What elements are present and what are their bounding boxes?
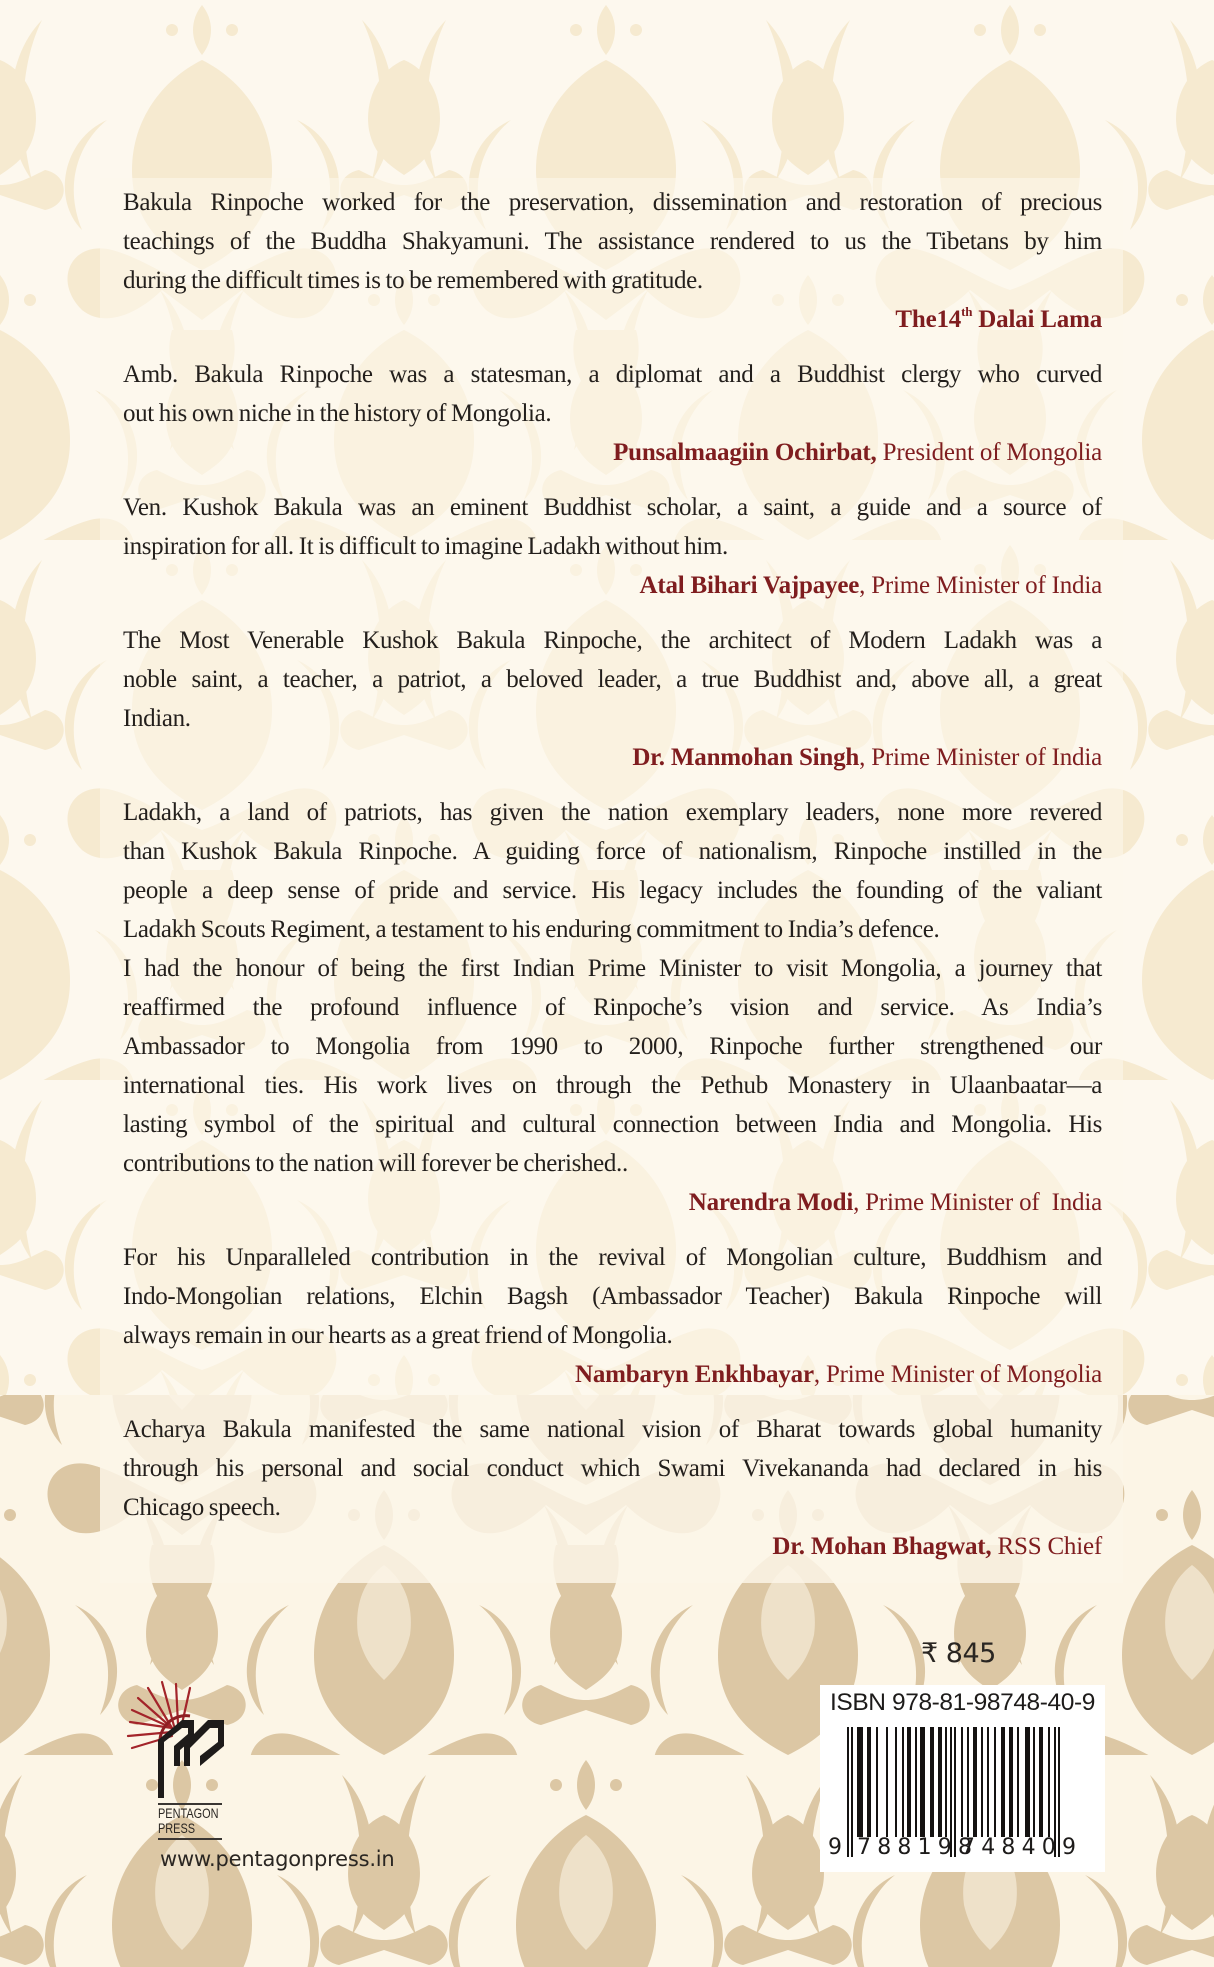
quote-line: I had the honour of being the first Indian Prime Minister to visit Mongolia, a journey that <box>123 955 1102 982</box>
attribution-title: , Prime Minister of India <box>859 572 1102 599</box>
quote-line: during the difficult times is to be remembered with gratitude. <box>123 267 703 294</box>
attribution-name: Punsalmaagiin Ochirbat, <box>613 439 877 466</box>
quote-line: through his personal and social conduct which Swami Vivekananda had declared in his <box>123 1455 1102 1482</box>
attribution <box>123 433 1102 472</box>
quote-line: The Most Venerable Kushok Bakula Rinpoche, the architect of Modern Ladakh was a <box>123 627 1102 654</box>
publisher-name <box>158 1806 218 1836</box>
quote-line: Ven. Kushok Bakula was an eminent Buddhist scholar, a saint, a guide and a source of <box>123 494 1102 521</box>
quote-line: international ties. His work lives on through the Pethub Monastery in Ulaanbaatar—a <box>123 1072 1102 1099</box>
testimonial-manmohan-singh <box>123 621 1102 777</box>
quote-line: Ladakh, a land of patriots, has given the nation exemplary leaders, none more revered <box>123 799 1102 826</box>
quote-line: Amb. Bakula Rinpoche was a statesman, a diplomat and a Buddhist clergy who curved <box>123 361 1102 388</box>
isbn-barcode-box <box>820 1685 1105 1872</box>
attribution <box>123 738 1102 777</box>
quote-line: than Kushok Bakula Rinpoche. A guiding force of nationalism, Rinpoche instilled in the <box>123 838 1102 865</box>
attribution-title: , Prime Minister of India <box>853 1189 1102 1216</box>
quote-line: people a deep sense of pride and service. His legacy includes the founding of the valiant <box>123 877 1102 904</box>
quote-line: contributions to the nation will forever be cherished.. <box>123 1150 628 1177</box>
quote-line: reaffirmed the profound influence of Rinpoche’s vision and service. As India’s <box>123 994 1102 1021</box>
ean-right-group: 748409 <box>961 1835 1083 1860</box>
attribution-name: The14 <box>895 306 962 333</box>
attribution-title: , Prime Minister of India <box>859 744 1102 771</box>
publisher-name-line2: PRESS <box>158 1820 196 1836</box>
testimonials-column <box>123 183 1102 1582</box>
isbn-label: ISBN 978-81-98748-40-9 <box>830 1689 1095 1716</box>
attribution-title: , Prime Minister of Mongolia <box>813 1361 1102 1388</box>
testimonial-vajpayee <box>123 488 1102 605</box>
quote-line: Bakula Rinpoche worked for the preservation, dissemination and restoration of precious <box>123 189 1102 216</box>
quote-line: out his own niche in the history of Mongolia. <box>123 400 552 427</box>
attribution-name: Dr. Mohan Bhagwat, <box>772 1533 992 1560</box>
quote-line: For his Unparalleled contribution in the revival of Mongolian culture, Buddhism and <box>123 1244 1102 1271</box>
pentagon-press-logo-icon <box>120 1680 230 1810</box>
attribution <box>123 566 1102 605</box>
attribution-name: Nambaryn Enkhbayar <box>575 1361 814 1388</box>
testimonial-narendra-modi <box>123 793 1102 1222</box>
quote-line: Chicago speech. <box>123 1494 281 1521</box>
attribution-name: Atal Bihari Vajpayee <box>639 572 860 599</box>
quote-line: Acharya Bakula manifested the same national vision of Bharat towards global humanity <box>123 1416 1102 1443</box>
attribution <box>123 1355 1102 1394</box>
testimonial-dalai-lama <box>123 183 1102 339</box>
attribution <box>123 300 1102 339</box>
price-label: ₹ 845 <box>921 1638 996 1669</box>
testimonial-enkhbayar <box>123 1238 1102 1394</box>
attribution <box>123 1183 1102 1222</box>
quote-line: Indian. <box>123 705 191 732</box>
quote-line: noble saint, a teacher, a patriot, a beloved leader, a true Buddhist and, above all, a great <box>123 666 1102 693</box>
ean-left-group: 788198 <box>857 1835 979 1860</box>
quote-line: Ambassador to Mongolia from 1990 to 2000, Rinpoche further strengthened our <box>123 1033 1102 1060</box>
quote-line: Ladakh Scouts Regiment, a testament to his enduring commitment to India’s defence. <box>123 916 940 943</box>
quote-line: lasting symbol of the spiritual and cultural connection between India and Mongolia. His <box>123 1111 1102 1138</box>
attribution-name-suffix: Dalai Lama <box>972 306 1102 333</box>
ean-first-digit: 9 <box>828 1835 849 1860</box>
testimonial-ochirbat <box>123 355 1102 472</box>
attribution-name: Dr. Manmohan Singh <box>632 744 860 771</box>
attribution-title: President of Mongolia <box>876 439 1102 466</box>
quote-line: always remain in our hearts as a great friend of Mongolia. <box>123 1322 673 1349</box>
quote-line: teachings of the Buddha Shakyamuni. The assistance rendered to us the Tibetans by him <box>123 228 1102 255</box>
attribution-title: RSS Chief <box>991 1533 1102 1560</box>
testimonial-mohan-bhagwat <box>123 1410 1102 1566</box>
quote-line: Indo-Mongolian relations, Elchin Bagsh (Ambassador Teacher) Bakula Rinpoche will <box>123 1283 1102 1310</box>
attribution-name: Narendra Modi <box>688 1189 854 1216</box>
ordinal-suffix: th <box>961 304 973 319</box>
logo-divider-bottom <box>158 1838 222 1840</box>
attribution <box>123 1527 1102 1566</box>
publisher-url[interactable]: www.pentagonpress.in <box>160 1847 395 1871</box>
quote-line: inspiration for all. It is difficult to imagine Ladakh without him. <box>123 533 728 560</box>
publisher-name-line1: PENTAGON <box>158 1805 219 1821</box>
